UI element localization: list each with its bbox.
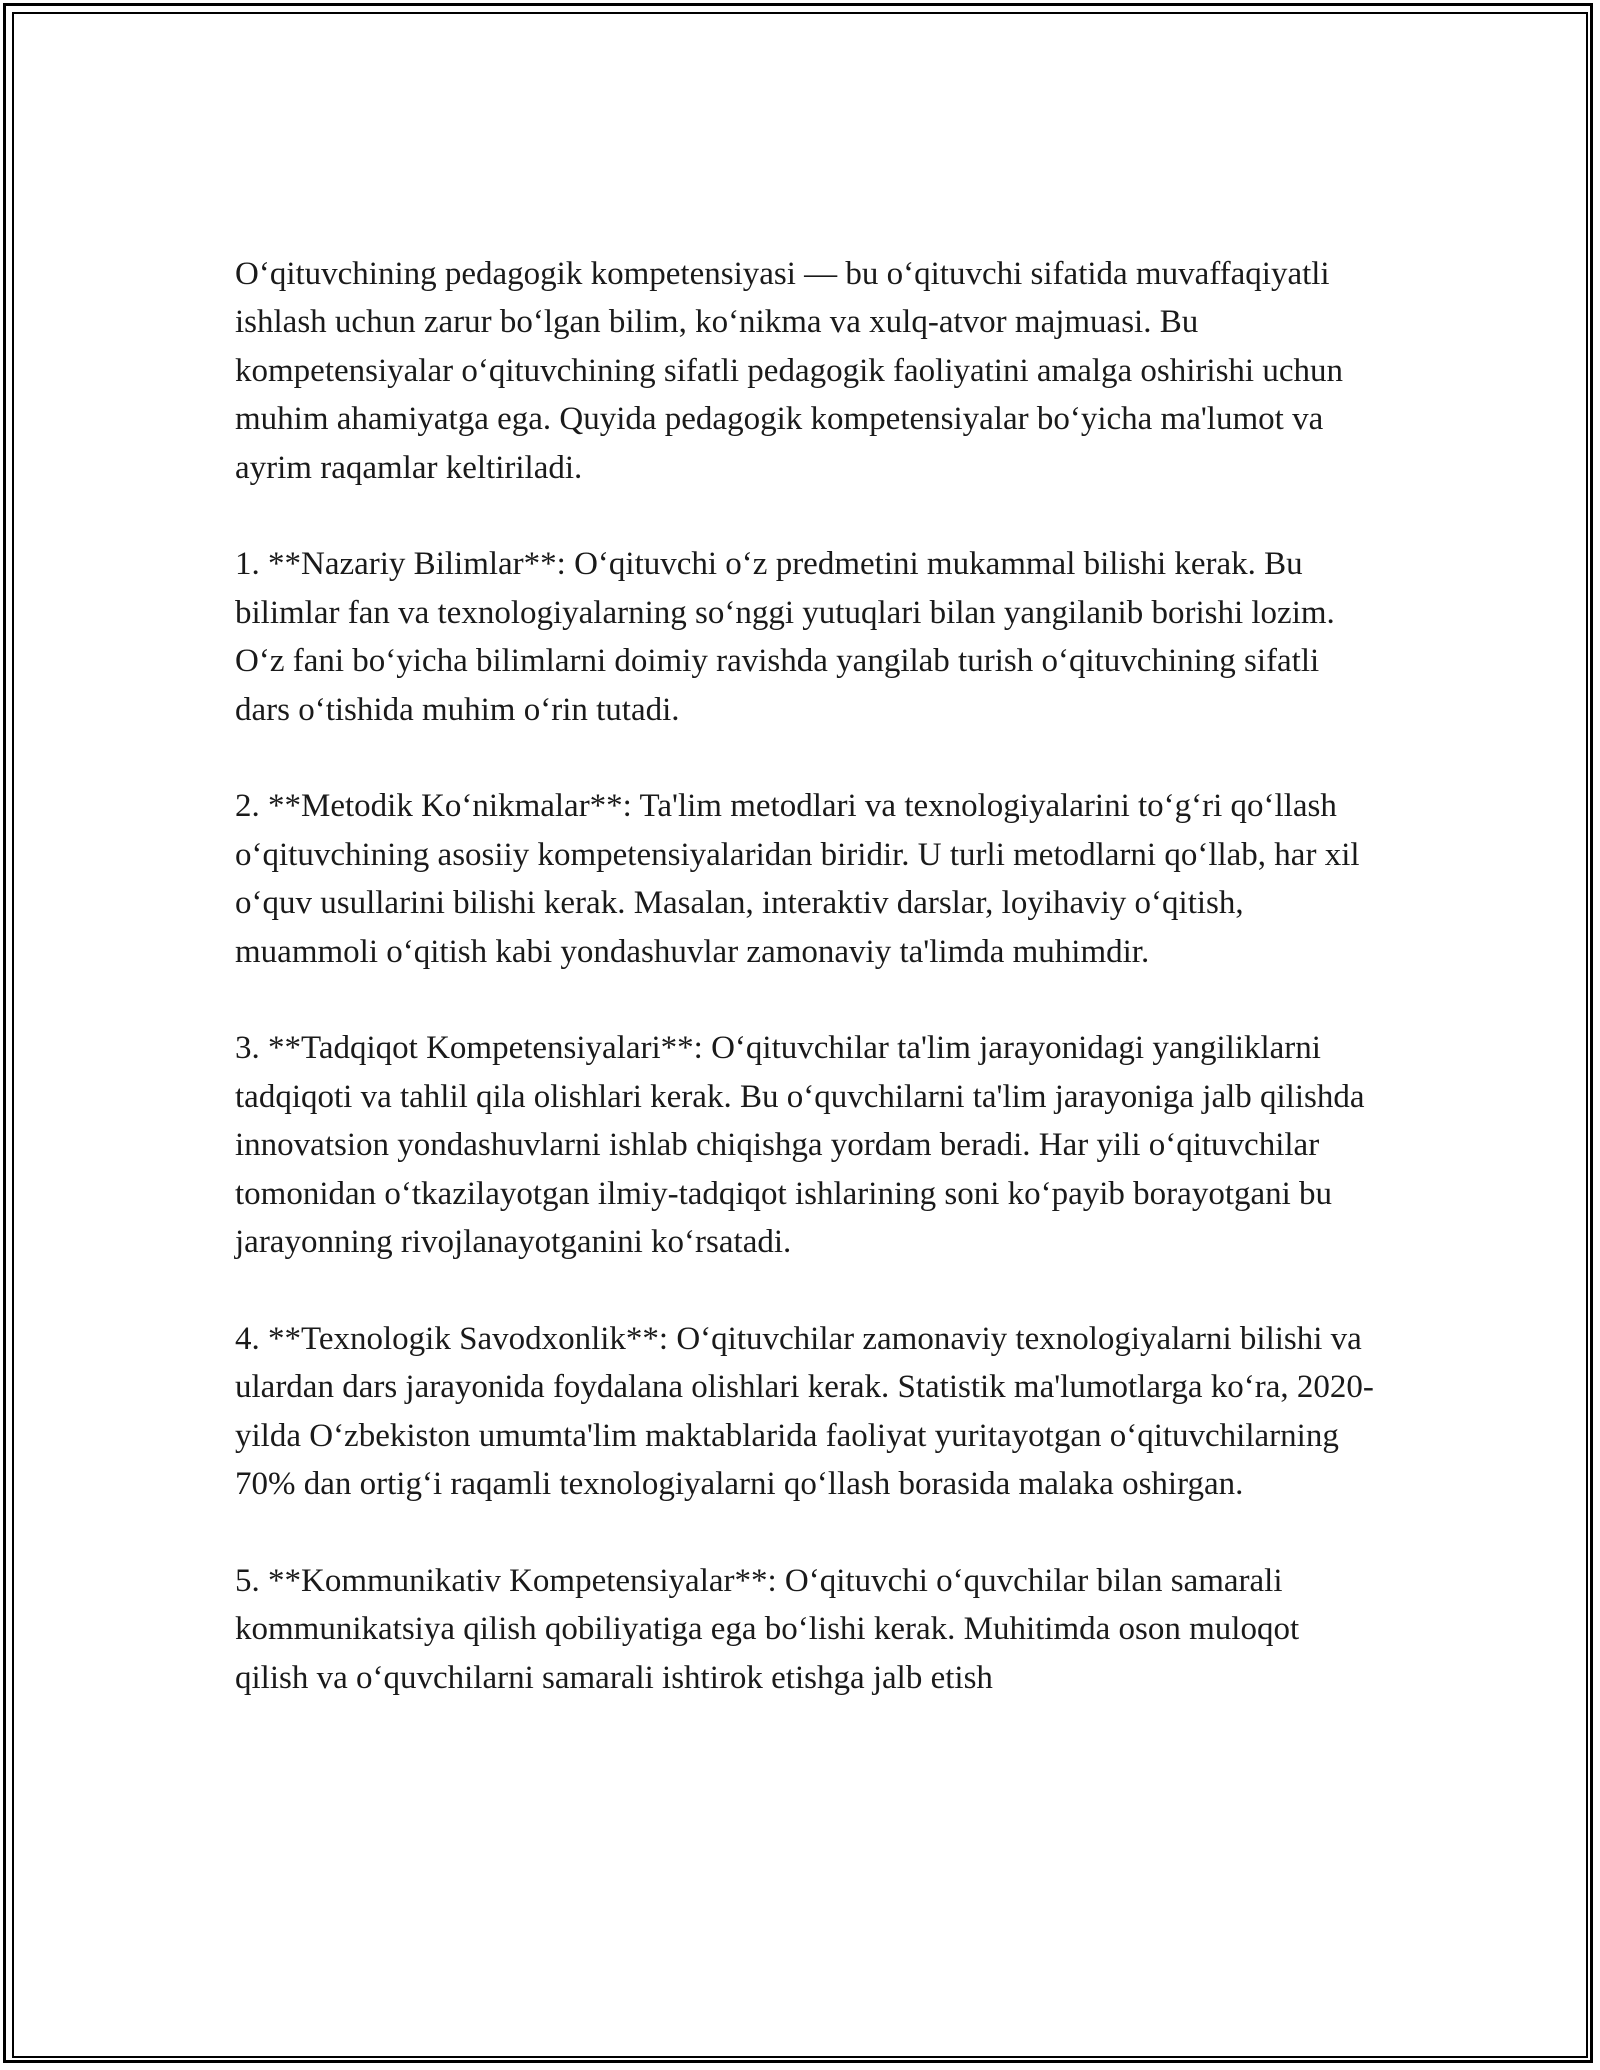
intro-paragraph: O‘qituvchining pedagogik kompetensiyasi — bu o‘qituvchi sifatida muvaffaqiyatli ishlash uchun zarur bo‘lgan bilim, ko‘nikma va xulq-atvor majmuasi. Bu kompetensiyalar o‘qituvchining sifatli pedagogik faoliyatini amalga oshirishi uchun muhim ahamiyatga ega. Quyida pedagogik kompetensiyalar bo‘yicha ma'lumot va ayrim raqamlar keltiriladi.: [235, 256, 1343, 486]
paragraph-tadqiqot-kompetensiyalari: 3. **Tadqiqot Kompetensiyalari**: O‘qituvchilar ta'lim jarayonidagi yangiliklarni tadqiqoti va tahlil qila olishlari kerak. Bu o‘quvchilarni ta'lim jarayoniga jalb qilishda innovatsion yondashuvlarni ishlab chiqishga yordam beradi. Har yili o‘qituvchilar tomonidan o‘tkazilayotgan ilmiy-tadqiqot ishlarining soni ko‘payib borayotgani bu jarayonning rivojlanayotganini ko‘rsatadi.: [235, 1030, 1365, 1261]
paragraph-texnologik-savodxonlik: 4. **Texnologik Savodxonlik**: O‘qituvchilar zamonaviy texnologiyalarni bilishi va ulardan dars jarayonida foydalana olishlari kerak. Statistik ma'lumotlarga ko‘ra, 2020-yilda O‘zbekiston umumta'lim maktablarida faoliyat yuritayotgan o‘qituvchilarning 70% dan ortig‘i raqamli texnologiyalarni qo‘llash borasida malaka oshirgan.: [235, 1320, 1374, 1503]
paragraph-kommunikativ-kompetensiyalar: 5. **Kommunikativ Kompetensiyalar**: O‘qituvchi o‘quvchilar bilan samarali kommunikatsiya qilish qobiliyatiga ega bo‘lishi kerak. Muhitimda oson muloqot qilish va o‘quvchilarni samarali ishtirok etishga jalb etish: [235, 1562, 1300, 1696]
paragraph-metodik-konikmalar: 2. **Metodik Ko‘nikmalar**: Ta'lim metodlari va texnologiyalarini to‘g‘ri qo‘llash o‘qituvchining asosiiy kompetensiyalaridan biridir. U turli metodlarni qo‘llab, har xil o‘quv usullarini bilishi kerak. Masalan, interaktiv darslar, loyihaviy o‘qitish, muammoli o‘qitish kabi yondashuvlar zamonaviy ta'limda muhimdir.: [235, 788, 1360, 970]
document-body: [235, 250, 1375, 1751]
paragraph-nazariy-bilimlar: 1. **Nazariy Bilimlar**: O‘qituvchi o‘z predmetini mukammal bilishi kerak. Bu bilimlar fan va texnologiyalarning so‘nggi yutuqlari bilan yangilanib borishi lozim. O‘z fani bo‘yicha bilimlarni doimiy ravishda yangilab turish o‘qituvchining sifatli dars o‘tishida muhim o‘rin tutadi.: [235, 546, 1335, 728]
